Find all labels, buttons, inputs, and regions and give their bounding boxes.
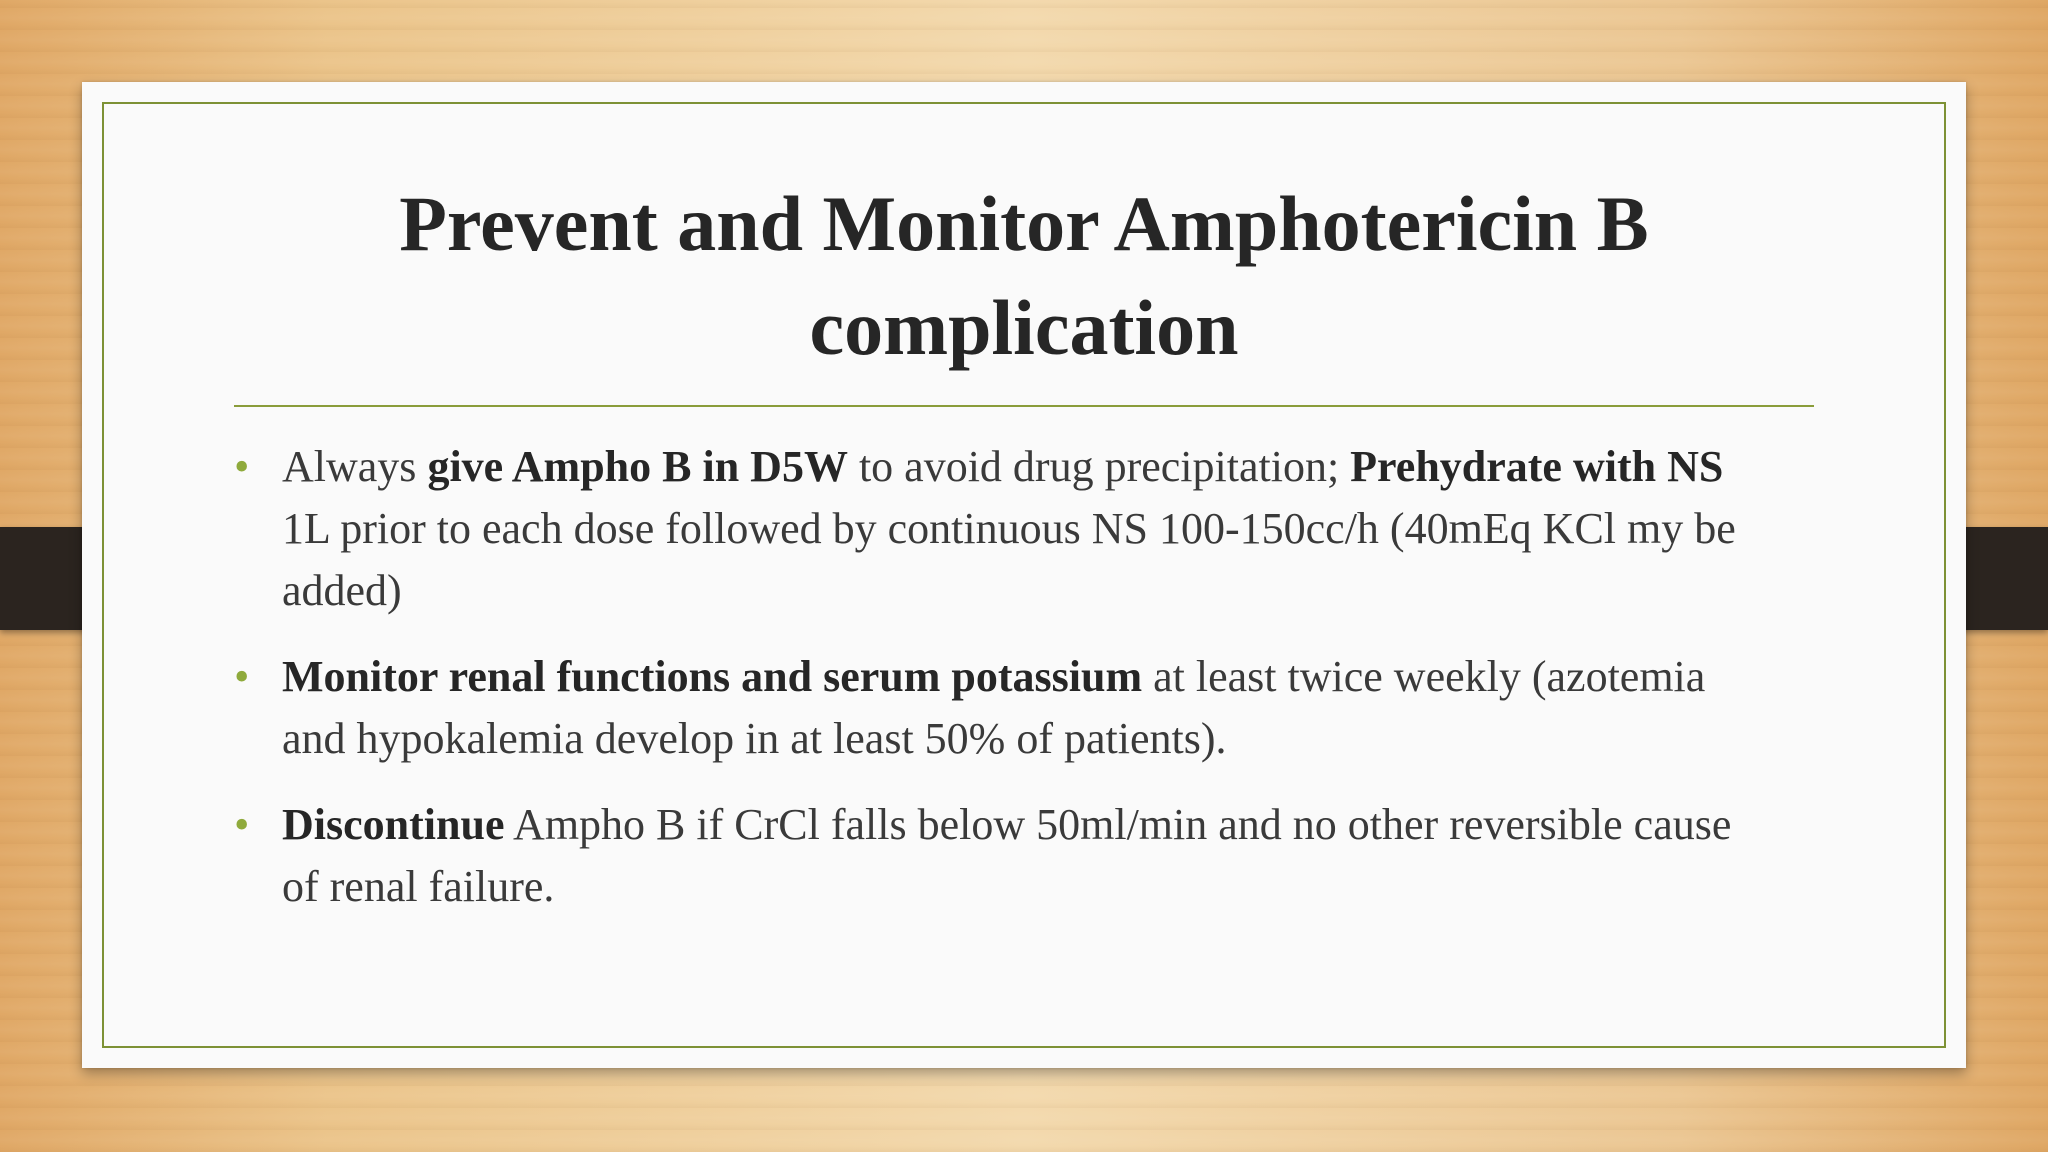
- bullet-dot-icon: •: [234, 442, 250, 491]
- bullet-dot-icon: •: [234, 652, 250, 701]
- bullet-dot-icon: •: [234, 800, 250, 849]
- bullet-item-hydration: • Always give Ampho B in D5W to avoid drug precipitation; Prehydrate with NS 1L prior to each dose followed by continuous NS 100-150cc/h (40mEq KCl my be added): [234, 436, 1754, 622]
- title-divider: [234, 405, 1814, 407]
- slide-title: Prevent and Monitor Amphotericin B complication: [399, 180, 1649, 371]
- bullet-list: [234, 436, 1754, 942]
- bullet-item-monitoring: • Monitor renal functions and serum potassium at least twice weekly (azotemia and hypokalemia develop in at least 50% of patients).: [234, 646, 1754, 770]
- bullet-item-discontinue: • Discontinue Ampho B if CrCl falls below 50ml/min and no other reversible cause of renal failure.: [234, 794, 1754, 918]
